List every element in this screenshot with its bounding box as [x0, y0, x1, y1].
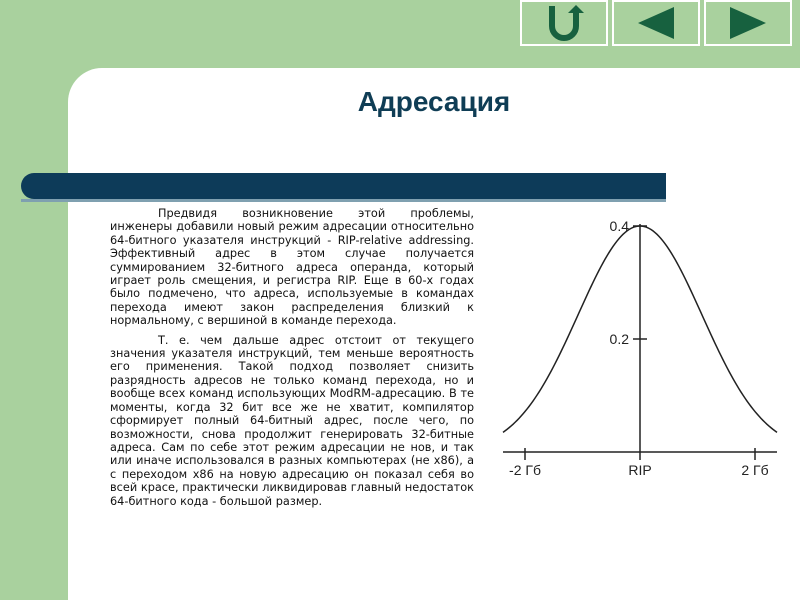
- next-slide-button[interactable]: [704, 0, 792, 46]
- normal-distribution-chart: [495, 210, 785, 490]
- x-tick-label-left: -2 Гб: [509, 462, 541, 478]
- triangle-left-icon: [636, 6, 676, 40]
- y-tick-label-02: 0.2: [609, 331, 629, 347]
- title-divider-bar: [21, 173, 666, 199]
- return-button[interactable]: [520, 0, 608, 46]
- x-tick-label-right: 2 Гб: [741, 462, 769, 478]
- x-tick-label-center: RIP: [628, 462, 652, 478]
- paragraph-2: Т. е. чем дальше адрес отстоит от текущего значения указателя инструкций, тем меньше вероятность его применения. Такой подход позволяет снизить разрядность адресов не только команд перехода, но и вообще всех команд использующих ModRM-адресацию. В те моменты, когда 32 бит все же не хватит, компилятор сформирует полный 64-битный адрес, после чего, по возможности, снова продолжит генерировать 32-битные адреса. Сам по себе этот режим адресации не нов, и так или иначе использовался в разных компьютерах (не x86), а с переходом x86 на новую адресацию он показал себя во всей красе, практически ликвидировав главный недостаток 64-битного кода - большой размер.: [110, 333, 474, 508]
- slide-title: Адресация: [357, 86, 511, 117]
- return-u-icon: [544, 4, 584, 42]
- triangle-right-icon: [728, 6, 768, 40]
- body-text: [110, 207, 474, 514]
- y-tick-label-04: 0.4: [609, 218, 629, 234]
- previous-slide-button[interactable]: [612, 0, 700, 46]
- paragraph-1: Предвидя возникновение этой проблемы, инженеры добавили новый режим адресации относительно 64-битного указателя инструкций - RIP-relative addressing. Эффективный адрес в этом случае получается суммированием 32-битного адреса операнда, который играет роль смещения, и регистра RIP. Еще в 60-х годах было подмечено, что адреса, используемые в командах перехода имеют закон распределения близкий к нормальному, с вершиной в команде перехода.: [110, 207, 474, 328]
